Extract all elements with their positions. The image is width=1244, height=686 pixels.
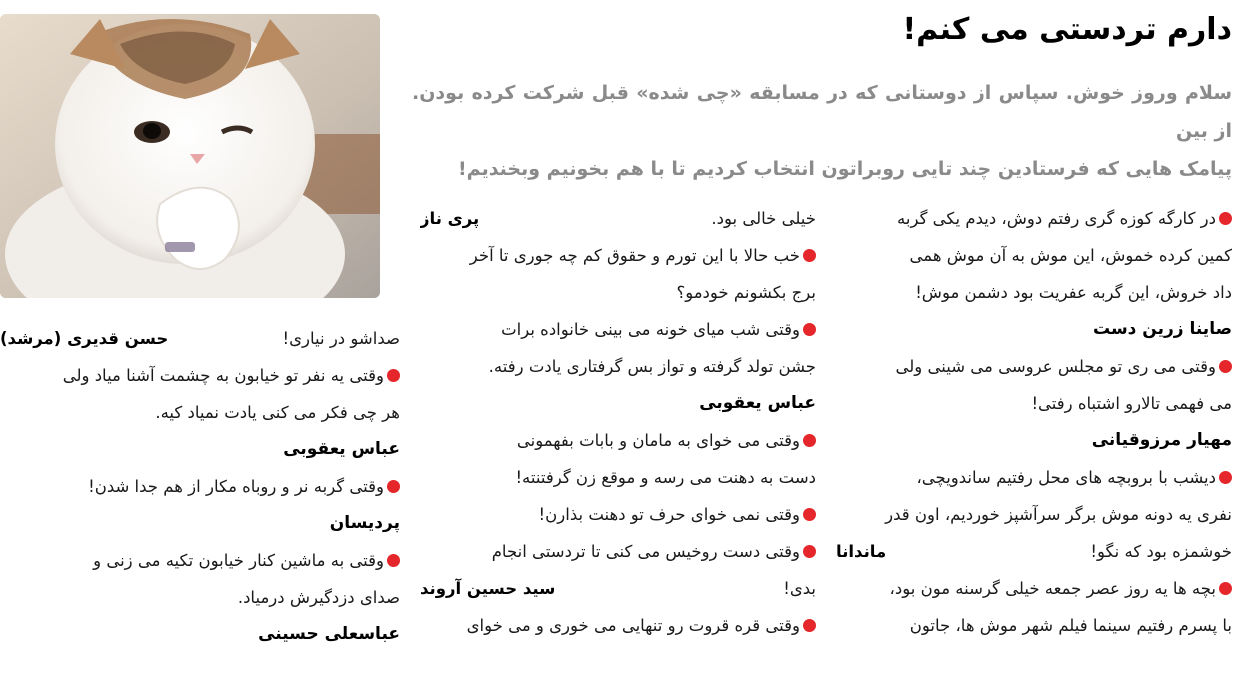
text-line: برج بکشونم خودمو؟ <box>676 283 816 302</box>
cat-photo <box>0 14 380 298</box>
intro-line: سلام وروز خوش. سپاس از دوستانی که در مسابقه «چی شده» قبل شرکت کرده بودن. از بین <box>412 82 1232 142</box>
author-name: پری ناز <box>420 209 480 228</box>
red-bullet-icon <box>803 508 816 521</box>
bullet-item <box>420 422 816 459</box>
text-line: هر چی فکر می کنی یادت نمیاد کیه. <box>155 403 400 422</box>
text-line: وقتی می خوای به مامان و بابات بفهمونی <box>516 431 800 450</box>
page-title: دارم تردستی می کنم! <box>902 12 1232 47</box>
text-line <box>836 237 1232 274</box>
text-line: در کارگه کوزه گری رفتم دوش، دیدم یکی گربه <box>897 209 1216 228</box>
red-bullet-icon <box>803 619 816 632</box>
red-bullet-icon <box>803 434 816 447</box>
text-line: جشن تولد گرفته و تواز بس گرفتاری یادت رفته. <box>488 357 816 376</box>
text-line <box>836 385 1232 422</box>
red-bullet-icon <box>387 369 400 382</box>
bullet-item <box>420 237 816 274</box>
text-line: داد خروش، این گربه عفریت بود دشمن موش! <box>915 283 1232 302</box>
bullet-item <box>836 348 1232 385</box>
author-name: مهیار مرزوقیانی <box>1091 430 1232 450</box>
text-line: وقتی گربه نر و روباه مکار از هم جدا شدن! <box>88 477 384 496</box>
cat-photo-illustration <box>0 14 380 298</box>
text-line: بچه ها یه روز عصر جمعه خیلی گرسنه مون بود، <box>889 579 1216 598</box>
bullet-item <box>0 468 400 505</box>
text-line: نفری یه دونه موش برگر سرآشپز خوردیم، اون قدر <box>885 505 1232 524</box>
red-bullet-icon <box>803 249 816 262</box>
text-line <box>420 459 816 496</box>
red-bullet-icon <box>803 323 816 336</box>
text-line <box>420 348 816 385</box>
text-line <box>836 496 1232 533</box>
column-1 <box>836 200 1232 644</box>
red-bullet-icon <box>1219 212 1232 225</box>
text-line: وقتی می ری تو مجلس عروسی می شینی ولی <box>895 357 1216 376</box>
bullet-item <box>0 357 400 394</box>
red-bullet-icon <box>387 480 400 493</box>
text-line <box>420 274 816 311</box>
text-line: خب حالا با این تورم و حقوق کم چه جوری تا آخر <box>469 246 800 265</box>
text-line: بدی! <box>783 579 816 598</box>
red-bullet-icon <box>1219 360 1232 373</box>
text-line-with-author <box>0 320 400 357</box>
intro-line: پیامک هایی که فرستادین چند تایی روبراتون انتخاب کردیم تا با هم بخونیم وبخندیم! <box>458 158 1232 180</box>
text-line: دست به دهنت می رسه و موقع زن گرفتنته! <box>515 468 816 487</box>
text-line-with-author <box>420 200 816 237</box>
text-line: وقتی به ماشین کنار خیابون تکیه می زنی و <box>93 551 384 570</box>
author-name: صاینا زرین دست <box>1092 319 1232 339</box>
author-name: عباس یعقوبی <box>283 439 400 459</box>
intro-paragraph <box>412 74 1232 188</box>
red-bullet-icon <box>803 545 816 558</box>
text-line: صدای دزدگیرش درمیاد. <box>237 588 400 607</box>
author-name: عباس یعقوبی <box>699 393 816 413</box>
bullet-item <box>0 542 400 579</box>
author-name: پردیسان <box>329 513 400 533</box>
red-bullet-icon <box>1219 471 1232 484</box>
author-name: عباسعلی حسینی <box>258 624 400 644</box>
text-line: می فهمی تالارو اشتباه رفتی! <box>1031 394 1232 413</box>
text-line: خوشمزه بود که نگو! <box>1090 542 1232 561</box>
author-name: ماندانا <box>836 542 887 561</box>
text-line: وقتی شب میای خونه می بینی خانواده برات <box>501 320 800 339</box>
author-name: حسن قدیری (مرشد) <box>0 329 169 348</box>
author-name: سید حسین آروند <box>420 579 556 598</box>
bullet-item <box>836 459 1232 496</box>
bullet-item <box>836 200 1232 237</box>
column-2 <box>420 200 816 644</box>
column-3 <box>0 320 400 653</box>
bullet-item <box>420 607 816 644</box>
text-line: وقتی قره قروت رو تنهایی می خوری و می خوای <box>466 616 800 635</box>
text-line: کمین کرده خموش، این موش به آن موش همی <box>909 246 1232 265</box>
bullet-item <box>420 496 816 533</box>
text-line: خیلی خالی بود. <box>711 209 816 228</box>
red-bullet-icon <box>1219 582 1232 595</box>
text-line <box>836 607 1232 644</box>
text-line <box>0 579 400 616</box>
text-line: وقتی نمی خوای حرف تو دهنت بذارن! <box>538 505 800 524</box>
text-line <box>0 394 400 431</box>
text-line <box>836 274 1232 311</box>
text-line: وقتی یه نفر تو خیابون به چشمت آشنا میاد ولی <box>62 366 384 385</box>
text-line: با پسرم رفتیم سینما فیلم شهر موش ها، جاتون <box>909 616 1232 635</box>
red-bullet-icon <box>387 554 400 567</box>
text-line: صداشو در نیاری! <box>282 329 400 348</box>
text-line-with-author <box>836 533 1232 570</box>
bullet-item <box>420 533 816 570</box>
text-line: وقتی دست روخیس می کنی تا تردستی انجام <box>491 542 800 561</box>
bullet-item <box>420 311 816 348</box>
bullet-item <box>836 570 1232 607</box>
text-line-with-author <box>420 570 816 607</box>
text-line: دیشب با بروبچه های محل رفتیم ساندویچی، <box>916 468 1216 487</box>
